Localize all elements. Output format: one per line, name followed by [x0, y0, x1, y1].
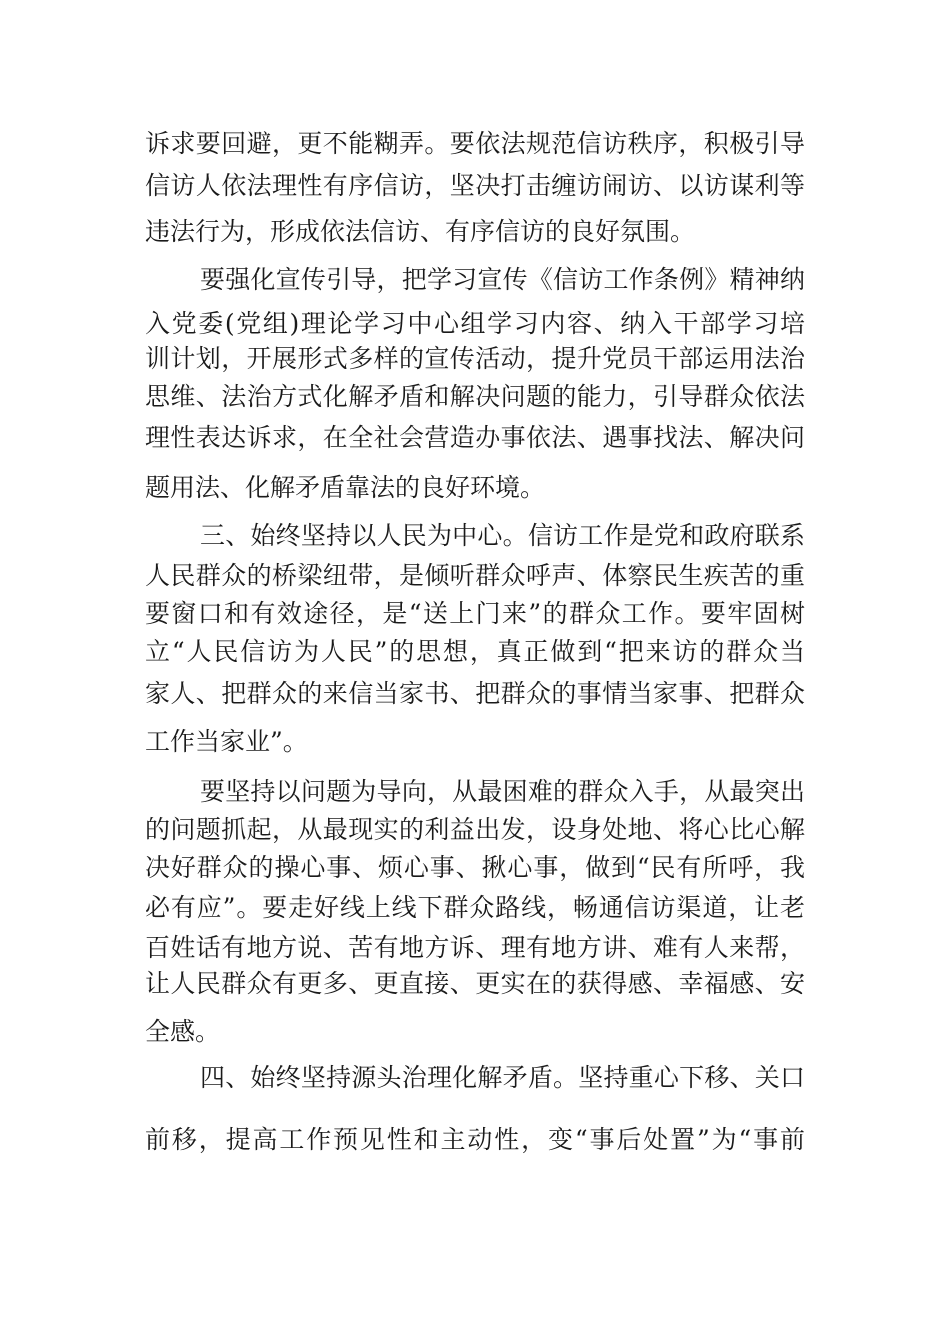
text-line: 思维、法治方式化解矛盾和解决问题的能力，引导群众依法: [145, 382, 805, 411]
text-line: 要窗口和有效途径，是“送上门来”的群众工作。要牢固树: [145, 599, 805, 628]
text-line: 训计划，开展形式多样的宣传活动，提升党员干部运用法治: [145, 344, 805, 373]
text-line: 决好群众的操心事、烦心事、揪心事，做到“民有所呼，我: [145, 853, 805, 882]
text-line: 入党委(党组)理论学习中心组学习内容、纳入干部学习培: [145, 309, 805, 338]
text-line: 题用法、化解矛盾靠法的良好环境。: [145, 473, 546, 502]
text-line: 必有应”。要走好线上线下群众路线，畅通信访渠道，让老: [145, 893, 805, 922]
text-line: 家人、把群众的来信当家书、把群众的事情当家事、把群众: [145, 679, 805, 708]
text-line: 工作当家业”。: [145, 727, 308, 756]
text-line: 前移，提高工作预见性和主动性，变“事后处置”为“事前: [145, 1125, 805, 1154]
text-line: 理性表达诉求，在全社会营造办事依法、遇事找法、解决问: [145, 423, 805, 452]
text-line: 让人民群众有更多、更直接、更实在的获得感、幸福感、安: [145, 969, 805, 998]
text-line: 诉求要回避，更不能糊弄。要依法规范信访秩序，积极引导: [145, 129, 805, 158]
text-line: 要坚持以问题为导向，从最困难的群众入手，从最突出: [200, 777, 805, 806]
text-line: 百姓话有地方说、苦有地方诉、理有地方讲、难有人来帮，: [145, 933, 805, 962]
text-line: 人民群众的桥梁纽带，是倾听群众呼声、体察民生疾苦的重: [145, 561, 805, 590]
text-line: 违法行为，形成依法信访、有序信访的良好氛围。: [145, 217, 696, 246]
text-line: 三、始终坚持以人民为中心。信访工作是党和政府联系: [200, 521, 805, 550]
text-line: 立“人民信访为人民”的思想，真正做到“把来访的群众当: [145, 637, 805, 666]
text-line: 要强化宣传引导，把学习宣传《信访工作条例》精神纳: [200, 265, 805, 294]
text-line: 的问题抓起，从最现实的利益出发，设身处地、将心比心解: [145, 815, 805, 844]
text-line: 四、始终坚持源头治理化解矛盾。坚持重心下移、关口: [200, 1063, 805, 1092]
text-line: 全感。: [145, 1017, 221, 1046]
text-line: 信访人依法理性有序信访，坚决打击缠访闹访、以访谋利等: [145, 171, 805, 200]
